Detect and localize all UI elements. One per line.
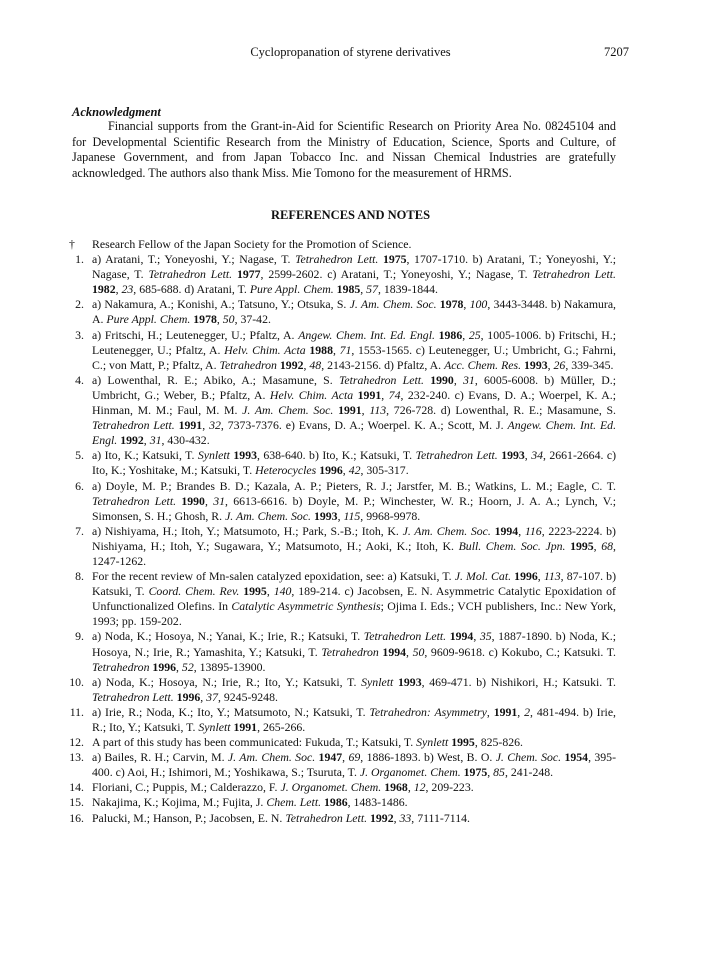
reference-item	[72, 373, 616, 448]
reference-item	[72, 448, 616, 478]
reference-item	[72, 297, 616, 327]
reference-number: 16.	[69, 810, 84, 825]
reference-text: a) Irie, R.; Noda, K.; Ito, Y.; Matsumoto, N.; Katsuki, T. Tetrahedron: Asymmetry, 1991, 2, 481-494. b) Irie, R.; Ito, Y.; Katsuki, T. Synlett 1991, 265-266.	[92, 704, 617, 734]
reference-number: 13.	[69, 750, 84, 765]
reference-text: a) Lowenthal, R. E.; Abiko, A.; Masamune, S. Tetrahedron Lett. 1990, 31, 6005-6008. b) Müller, D.; Umbricht, G.; Weber, B.; Pfaltz, A. Helv. Chim. Acta 1991, 74, 232-240. c) Evans, D. A.; Woerpel, K. A.; Hinman, M. M.; Faul, M. M. J. Am. Chem. Soc. 1991, 113, 726-728. d) Lowenthal, R. E.; Masamune, S. Tetrahedron Lett. 1991, 32, 7373-7376. e) Evans, D. A.; Woerpel. K. A.; Scott, M. J. Angew. Chem. Int. Ed. Engl. 1992, 31, 430-432.	[92, 372, 617, 448]
reference-number: 14.	[69, 780, 84, 795]
reference-number: 4.	[75, 372, 84, 387]
references-list	[69, 237, 617, 826]
reference-number: 5.	[75, 448, 84, 463]
reference-number: 1.	[75, 252, 84, 267]
reference-text: a) Bailes, R. H.; Carvin, M. J. Am. Chem. Soc. 1947, 69, 1886-1893. b) West, B. O. J. Chem. Soc. 1954, 395-400. c) Aoi, H.; Ishimori, M.; Yoshikawa, S.; Tsuruta, T. J. Organomet. Chem. 1975, 85, 241-248.	[92, 750, 617, 780]
reference-text: a) Nakamura, A.; Konishi, A.; Tatsuno, Y.; Otsuka, S. J. Am. Chem. Soc. 1978, 100, 3443-3448. b) Nakamura, A. Pure Appl. Chem. 1978, 50, 37-42.	[92, 297, 617, 327]
reference-item	[72, 328, 616, 373]
reference-text: For the recent review of Mn-salen catalyzed epoxidation, see: a) Katsuki, T. J. Mol. Cat. 1996, 113, 87-107. b) Katsuki, T. Coord. Chem. Rev. 1995, 140, 189-214. c) Jacobsen, E. N. Asymmetric Catalytic Epoxidation of Unfunctionalized Olefins. In Catalytic Asymmetric Synthesis; Ojima I. Eds.; VCH publishers, Inc.: New York, 1993; pp. 159-202.	[92, 569, 617, 629]
reference-text: a) Noda, K.; Hosoya, N.; Irie, R.; Ito, Y.; Katsuki, T. Synlett 1993, 469-471. b) Nishikori, H.; Katsuki. T. Tetrahedron Lett. 1996, 37, 9245-9248.	[92, 674, 616, 704]
reference-number: 7.	[75, 523, 84, 538]
acknowledgment-heading: Acknowledgment	[72, 105, 161, 119]
reference-number: 2.	[75, 297, 84, 312]
reference-item	[69, 750, 617, 780]
reference-number: 8.	[75, 569, 84, 584]
reference-number: 11.	[69, 704, 84, 719]
references-heading: REFERENCES AND NOTES	[270, 208, 431, 222]
reference-text: Nakajima, K.; Kojima, M.; Fujita, J. Chem. Lett. 1986, 1483-1486.	[92, 795, 408, 810]
reference-text: a) Aratani, T.; Yoneyoshi, Y.; Nagase, T. Tetrahedron Lett. 1975, 1707-1710. b) Aratani, T.; Yoneyoshi, Y.; Nagase, T. Tetrahedron Lett. 1977, 2599-2602. c) Aratani, T.; Yoneyoshi, Y.; Nagase, T. Tetrahedron Lett. 1982, 23, 685-688. d) Aratani, T. Pure Appl. Chem. 1985, 57, 1839-1844.	[92, 252, 617, 297]
reference-item	[72, 629, 616, 674]
reference-text: a) Nishiyama, H.; Itoh, Y.; Matsumoto, H.; Park, S.-B.; Itoh, K. J. Am. Chem. Soc. 1994, 116, 2223-2224. b) Nishiyama, H.; Itoh, Y.; Sugawara, Y.; Matsumoto, H.; Aoki, K.; Itoh, K. Bull. Chem. Soc. Jpn. 1995, 68, 1247-1262.	[92, 523, 616, 568]
reference-item	[69, 704, 617, 735]
reference-item	[72, 524, 616, 569]
reference-item	[69, 237, 616, 252]
reference-text: A part of this study has been communicated: Fukuda, T.; Katsuki, T. Synlett 1995, 825-826.	[92, 735, 523, 750]
reference-number: 3.	[75, 327, 84, 342]
page-number: 7207	[604, 45, 629, 59]
reference-item	[72, 569, 616, 629]
reference-text: a) Noda, K.; Hosoya, N.; Yanai, K.; Irie, R.; Katsuki, T. Tetrahedron Lett. 1994, 35, 1887-1890. b) Noda, K.; Hosoya, N.; Irie, R.; Yamashita, Y.; Katsuki, T. Tetrahedron 1994, 50, 9609-9618. c) Kokubo, C.; Katsuki. T. Tetrahedron 1996, 52, 13895-13900.	[92, 629, 617, 674]
reference-text: Research Fellow of the Japan Society for the Promotion of Science.	[92, 237, 412, 251]
acknowledgment-text: Financial supports from the Grant-in-Aid for Scientific Research on Priority Area No. 08245104 and for Developmental Scientific Research from the Ministry of Education, Science, Sports and Culture, of Japanese Government, and from Japan Tobacco Inc. and Nissan Chemical Industries are gratefully acknowledged. The authors also thank Miss. Mie Tomono for the measurement of HRMS.	[72, 119, 616, 180]
reference-item	[69, 810, 616, 826]
reference-text: a) Fritschi, H.; Leutenegger, U.; Pfaltz, A. Angew. Chem. Int. Ed. Engl. 1986, 25, 1005-1006. b) Fritschi, H.; Leutenegger, U.; Pfaltz, A. Helv. Chim. Acta 1988, 71, 1553-1565. c) Leutenegger, U.; Umbricht, G.; Fahrni, C.; von Matt, P.; Pfaltz, A. Tetrahedron 1992, 48, 2143-2156. d) Pfaltz, A. Acc. Chem. Res. 1993, 26, 339-345.	[92, 327, 617, 372]
reference-item	[69, 674, 616, 705]
reference-number: 9.	[75, 629, 84, 644]
reference-item	[72, 252, 616, 297]
reference-number: 10.	[69, 674, 84, 689]
reference-number: 15.	[69, 795, 84, 810]
reference-number: 12.	[69, 735, 84, 750]
reference-number: †	[69, 237, 75, 251]
reference-item	[69, 795, 616, 810]
reference-text: Palucki, M.; Hanson, P.; Jacobsen, E. N. Tetrahedron Lett. 1992, 33, 7111-7114.	[92, 810, 470, 825]
running-title: Cyclopropanation of styrene derivatives	[250, 45, 451, 59]
reference-text: a) Doyle, M. P.; Brandes B. D.; Kazala, A. P.; Pieters, R. J.; Jarstfer, M. B.; Watkins, L. M.; Eagle, C. T. Tetrahedron Lett. 1990, 31, 6613-6616. b) Doyle, M. P.; Winchester, W. R.; Hoorn, J. A. A.; Lynch, V.; Simonsen, S. H.; Ghosh, R. J. Am. Chem. Soc. 1993, 115, 9968-9978.	[92, 478, 616, 523]
reference-item	[69, 735, 616, 750]
reference-item	[69, 780, 616, 795]
reference-number: 6.	[75, 478, 84, 493]
reference-item	[72, 479, 616, 524]
reference-text: a) Ito, K.; Katsuki, T. Synlett 1993, 638-640. b) Ito, K.; Katsuki, T. Tetrahedron Lett. 1993, 34, 2661-2664. c) Ito, K.; Yoshitake, M.; Katsuki, T. Heterocycles 1996, 42, 305-317.	[92, 448, 617, 478]
reference-text: Floriani, C.; Puppis, M.; Calderazzo, F. J. Organomet. Chem. 1968, 12, 209-223.	[92, 780, 474, 795]
running-header	[0, 44, 701, 60]
